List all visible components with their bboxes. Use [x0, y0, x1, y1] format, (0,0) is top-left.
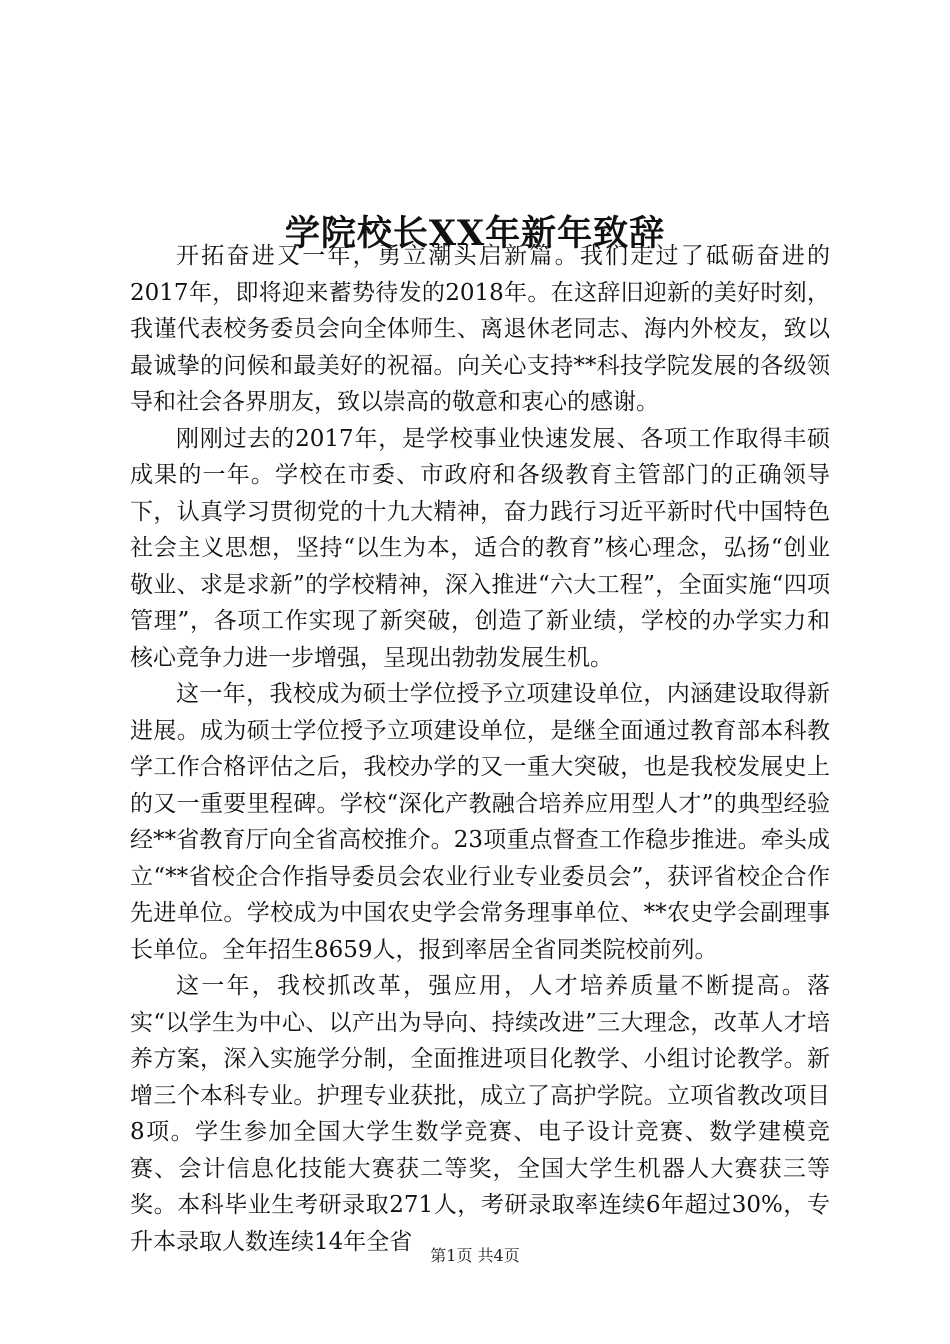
paragraph-4: 这一年，我校抓改革，强应用，人才培养质量不断提高。落实“以学生为中心、以产出为导向、持续改进”三大理念，改革人才培养方案，深入实施学分制，全面推进项目化教学、小组讨论教学。新增三个本科专业。护理专业获批，成立了高护学院。立项省教改项目8项。学生参加全国大学生数学竞赛、电子设计竞赛、数学建模竞赛、会计信息化技能大赛获二等奖，全国大学生机器人大赛获三等奖。本科毕业生考研录取271人，考研录取率连续6年超过30%，专升本录取人数连续14年全省: [130, 973, 830, 1255]
page-footer: 第1页 共4页: [430, 1246, 520, 1265]
document-title: 学院校长XX年新年致辞: [284, 213, 666, 255]
paragraph-1: 开拓奋进又一年，勇立潮头启新篇。我们走过了砥砺奋进的2017年，即将迎来蓄势待发的2018年。在这辞旧迎新的美好时刻，我谨代表校务委员会向全体师生、离退休老同志、海内外校友，致以最诚挚的问候和最美好的祝福。向关心支持**科技学院发展的各级领导和社会各界朋友，致以崇高的敬意和衷心的感谢。: [130, 243, 830, 415]
paragraph-3: 这一年，我校成为硕士学位授予立项建设单位，内涵建设取得新进展。成为硕士学位授予立项建设单位，是继全面通过教育部本科教学工作合格评估之后，我校办学的又一重大突破，也是我校发展史上的又一重要里程碑。学校“深化产教融合培养应用型人才”的典型经验经**省教育厅向全省高校推介。23项重点督查工作稳步推进。牵头成立“**省校企合作指导委员会农业行业专业委员会”，获评省校企合作先进单位。学校成为中国农史学会常务理事单位、**农史学会副理事长单位。全年招生8659人，报到率居全省同类院校前列。: [130, 681, 830, 963]
paragraph-2: 刚刚过去的2017年，是学校事业快速发展、各项工作取得丰硕成果的一年。学校在市委、市政府和各级教育主管部门的正确领导下，认真学习贯彻党的十九大精神，奋力践行习近平新时代中国特色社会主义思想，坚持“以生为本，适合的教育”核心理念，弘扬“创业敬业、求是求新”的学校精神，深入推进“六大工程”，全面实施“四项管理”，各项工作实现了新突破，创造了新业绩，学校的办学实力和核心竞争力进一步增强，呈现出勃勃发展生机。: [130, 425, 830, 671]
document-body: [130, 238, 830, 1260]
